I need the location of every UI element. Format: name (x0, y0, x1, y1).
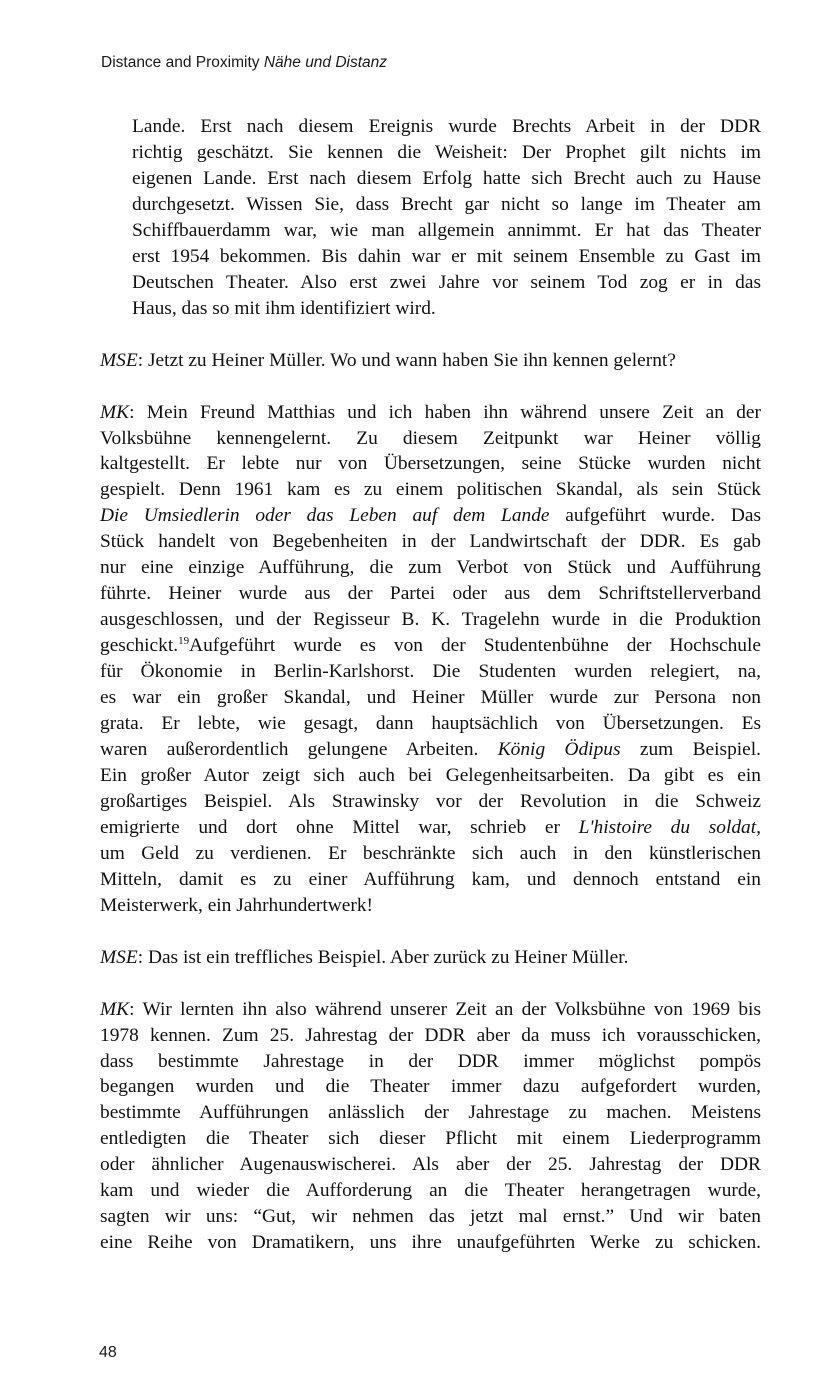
text-line: gespielt. Denn 1961 kam es zu einem politischen Skandal, als sein Stück (100, 479, 761, 501)
text-line: führte. Heiner wurde aus der Partei oder aus dem Schriftstellerverband (100, 583, 761, 605)
text-line: Volksbühne kennengelernt. Zu diesem Zeitpunkt war Heiner völlig (100, 427, 761, 449)
text-line: für Ökonomie in Berlin-Karlshorst. Die Studenten wurden relegiert, na, (100, 661, 761, 683)
speaker-label: MSE (100, 349, 138, 371)
answer-mk (100, 997, 761, 1257)
text-line: Meisterwerk, ein Jahrhundertwerk! (100, 894, 373, 916)
text-line: begangen wurden und die Theater immer dazu aufgefordert wurden, (100, 1076, 761, 1098)
speaker-label: MSE (100, 946, 138, 968)
footnote-marker[interactable]: 19 (178, 635, 190, 648)
text-line: es war ein großer Skandal, und Heiner Müller wurde zur Persona non (100, 687, 761, 709)
running-header (101, 54, 387, 72)
speech-text: : Mein Freund Matthias und ich haben ihn während unsere Zeit an der (129, 401, 761, 423)
speech-text: emigrierte und dort ohne Mittel war, schrieb er (100, 816, 579, 838)
text-line: nur eine einzige Aufführung, die zum Verbot von Stück und Aufführung (100, 557, 761, 579)
question-mse (100, 348, 761, 374)
text-line: eigenen Lande. Erst nach diesem Erfolg hatte sich Brecht auch zu Hause (132, 167, 761, 189)
text-line (100, 400, 761, 426)
speaker-label: MK (100, 998, 130, 1020)
text-line: Deutschen Theater. Also erst zwei Jahre vor seinem Tod zog er in das (132, 271, 761, 293)
speech-text: Aufgeführt wurde es von der Studentenbühne der Hochschule (189, 635, 761, 657)
speech-text: geschickt. (100, 635, 179, 657)
interview-text (100, 114, 761, 1282)
page-number: 48 (99, 1344, 117, 1361)
work-title: L'histoire du soldat, (578, 816, 761, 838)
speech-text: zum Beispiel. (620, 738, 761, 760)
text-line: Haus, das so mit ihm identifiziert wird. (132, 297, 436, 319)
text-line: bestimmte Aufführungen anlässlich der Jahrestage zu machen. Meistens (100, 1102, 761, 1124)
speech-text: : Wir lernten ihn also während unserer Zeit an der Volksbühne von 1969 bis (129, 998, 761, 1020)
text-line: kam und wieder die Aufforderung an die Theater herangetragen wurde, (100, 1180, 761, 1202)
text-line: um Geld zu verdienen. Er beschränkte sich auch in den künstlerischen (100, 842, 761, 864)
text-line: sagten wir uns: “Gut, wir nehmen das jetzt mal ernst.” Und wir baten (100, 1206, 761, 1228)
header-title-german: Nähe und Distanz (263, 54, 388, 71)
text-line (100, 945, 761, 971)
text-line: richtig geschätzt. Sie kennen die Weisheit: Der Prophet gilt nichts im (132, 141, 761, 163)
text-line: oder ähnlicher Augenauswischerei. Als aber der 25. Jahrestag der DDR (100, 1154, 761, 1176)
text-line (100, 815, 761, 841)
text-line: Ein großer Autor zeigt sich auch bei Gelegenheitsarbeiten. Da gibt es ein (100, 764, 761, 786)
text-line: dass bestimmte Jahrestage in der DDR immer möglichst pompös (100, 1050, 761, 1072)
paragraph-continuation (100, 114, 761, 322)
speaker-label: MK (100, 401, 130, 423)
text-line (100, 997, 761, 1023)
question-mse (100, 945, 761, 971)
play-title: Die Umsiedlerin oder das Leben auf dem Lande (100, 505, 550, 527)
text-line: eine Reihe von Dramatikern, uns ihre unaufgeführten Werke zu schicken. (100, 1232, 761, 1254)
speech-text: : Jetzt zu Heiner Müller. Wo und wann haben Sie ihn kennen gelernt? (137, 349, 676, 371)
text-line: Lande. Erst nach diesem Ereignis wurde Brechts Arbeit in der DDR (132, 116, 761, 137)
text-line: Stück handelt von Begebenheiten in der Landwirtschaft der DDR. Es gab (100, 531, 761, 553)
text-line: entledigten die Theater sich dieser Pflicht mit einem Liederprogramm (100, 1128, 761, 1150)
text-line: 1978 kennen. Zum 25. Jahrestag der DDR aber da muss ich vorausschicken, (100, 1024, 761, 1046)
text-line: ausgeschlossen, und der Regisseur B. K. Tragelehn wurde in die Produktion (100, 609, 761, 631)
text-line: grata. Er lebte, wie gesagt, dann hauptsächlich von Übersetzungen. Es (100, 713, 761, 735)
speech-text: aufgeführt wurde. Das (549, 505, 761, 527)
text-line: Mitteln, damit es zu einer Aufführung kam, und dennoch entstand ein (100, 868, 761, 890)
text-line: Schiffbauerdamm war, wie man allgemein annimmt. Er hat das Theater (132, 219, 761, 241)
play-title: König Ödipus (497, 738, 621, 760)
header-title: Distance and Proximity (101, 54, 260, 71)
text-line: kaltgestellt. Er lebte nur von Übersetzungen, seine Stücke wurden nicht (100, 453, 761, 475)
text-line: durchgesetzt. Wissen Sie, dass Brecht gar nicht so lange im Theater am (132, 193, 761, 215)
text-line (100, 348, 761, 374)
text-line: erst 1954 bekommen. Bis dahin war er mit seinem Ensemble zu Gast im (132, 245, 761, 267)
text-line (100, 737, 761, 763)
speech-text: waren außerordentlich gelungene Arbeiten. (100, 738, 498, 760)
answer-mk (100, 400, 761, 919)
text-line: großartiges Beispiel. Als Strawinsky vor der Revolution in die Schweiz (100, 790, 761, 812)
speech-text: : Das ist ein treffliches Beispiel. Aber zurück zu Heiner Müller. (137, 946, 629, 968)
text-line (100, 633, 761, 659)
text-line (100, 503, 761, 529)
